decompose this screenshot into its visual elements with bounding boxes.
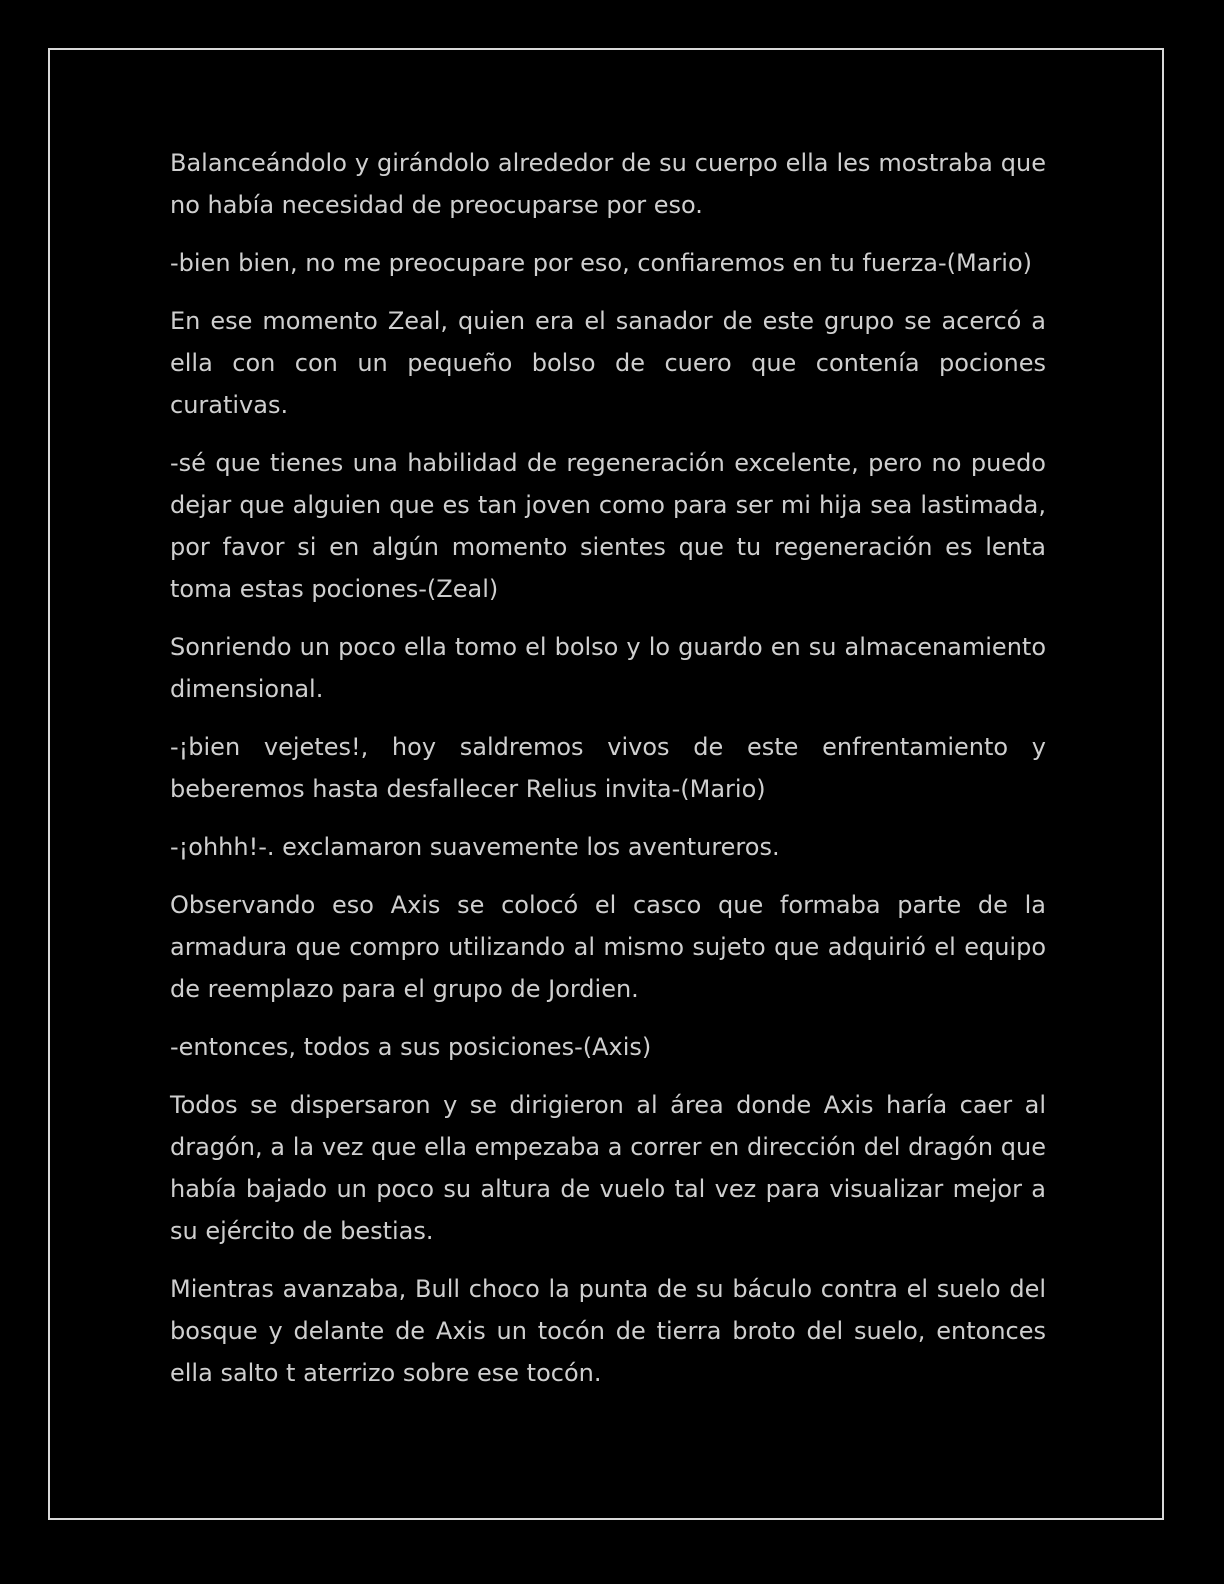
paragraph: Mientras avanzaba, Bull choco la punta de su báculo contra el suelo del bosque y delante de Axis un tocón de tierra broto del suelo, entonces ella salto t aterrizo sobre ese tocón. xyxy=(170,1275,1046,1387)
text-body xyxy=(170,142,1046,1410)
paragraph: Observando eso Axis se colocó el casco que formaba parte de la armadura que compro utilizando al mismo sujeto que adquirió el equipo de reemplazo para el grupo de Jordien. xyxy=(170,891,1046,1003)
paragraph: Balanceándolo y girándolo alrededor de su cuerpo ella les mostraba que no había necesidad de preocuparse por eso. xyxy=(170,149,1046,219)
paragraph: -¡ohhh!-. exclamaron suavemente los aventureros. xyxy=(170,833,780,861)
paragraph: -sé que tienes una habilidad de regeneración excelente, pero no puedo dejar que alguien que es tan joven como para ser mi hija sea lastimada, por favor si en algún momento sientes que tu regeneración es lenta toma estas pociones-(Zeal) xyxy=(170,449,1046,603)
paragraph: -entonces, todos a sus posiciones-(Axis) xyxy=(170,1033,652,1061)
paragraph: Todos se dispersaron y se dirigieron al área donde Axis haría caer al dragón, a la vez que ella empezaba a correr en dirección del dragón que había bajado un poco su altura de vuelo tal vez para visualizar mejor a su ejército de bestias. xyxy=(170,1091,1046,1245)
page-frame xyxy=(48,48,1164,1520)
paragraph: -¡bien vejetes!, hoy saldremos vivos de este enfrentamiento y beberemos hasta desfallecer Relius invita-(Mario) xyxy=(170,733,1046,803)
paragraph: Sonriendo un poco ella tomo el bolso y lo guardo en su almacenamiento dimensional. xyxy=(170,633,1046,703)
paragraph: -bien bien, no me preocupare por eso, confiaremos en tu fuerza-(Mario) xyxy=(170,249,1033,277)
paragraph: En ese momento Zeal, quien era el sanador de este grupo se acercó a ella con con un pequeño bolso de cuero que contenía pociones curativas. xyxy=(170,307,1046,419)
